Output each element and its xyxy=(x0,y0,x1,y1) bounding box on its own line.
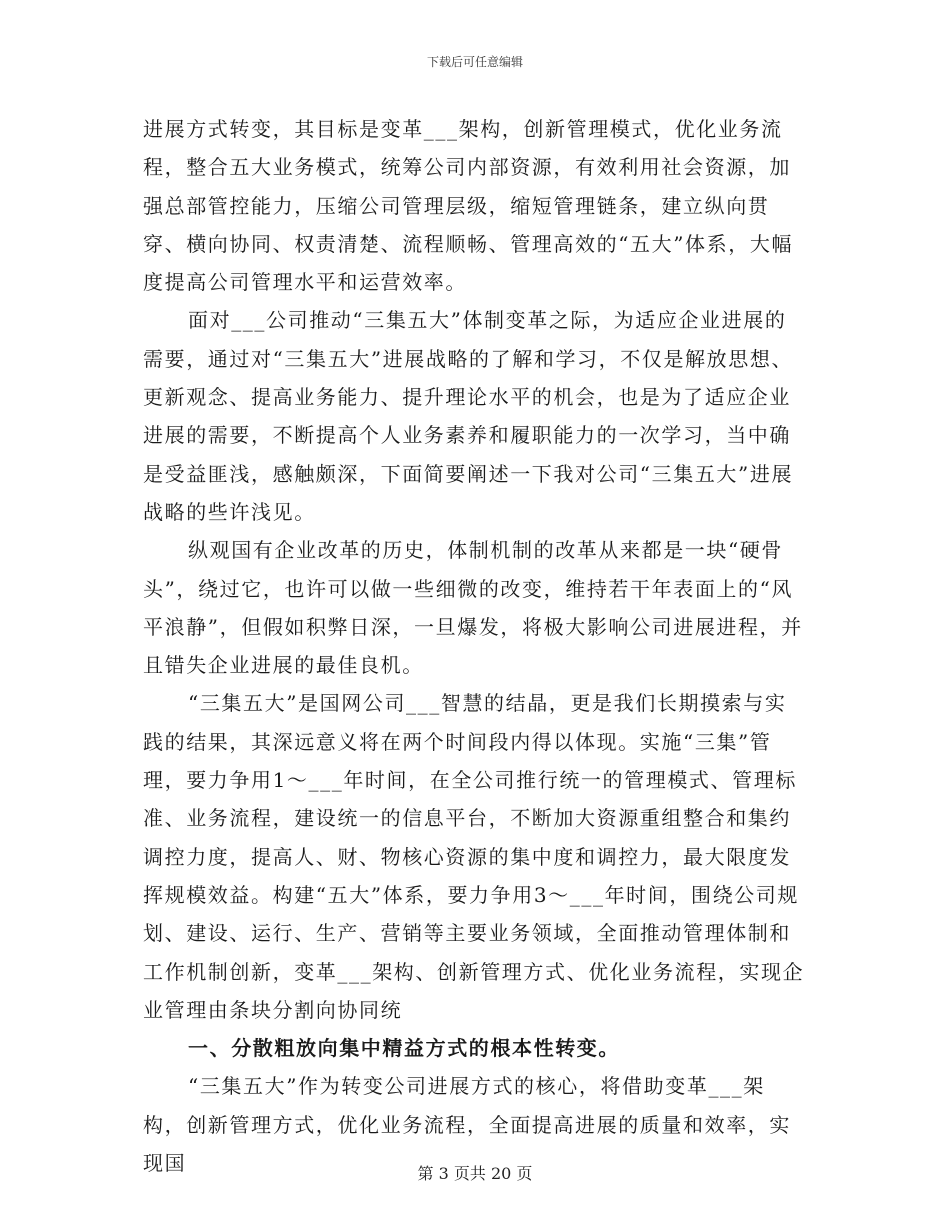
paragraph: 进展方式转变，其目标是变革___架构，创新管理模式，优化业务流程，整合五大业务模式，统筹公司内部资源，有效利用社会资源，加强总部管控能力，压缩公司管理层级，缩短管理链条，建立纵向贯穿、横向协同、权责清楚、流程顺畅、管理高效的“五大”体系，大幅度提高公司管理水平和运营效率。 xyxy=(143,117,794,295)
paragraph: 纵观国有企业改革的历史，体制机制的改革从来都是一块“硬骨头”，绕过它，也许可以做一些细微的改变，维持若干年表面上的“风平浪静”，但假如积弊日深，一旦爆发，将极大影响公司进展进程，并且错失企业进展的最佳良机。 xyxy=(143,538,803,678)
document-body xyxy=(143,110,808,1182)
paragraph: “三集五大”作为转变公司进展方式的核心，将借助变革___架构，创新管理方式，优化业务流程，全面提高进展的质量和效率，实现国 xyxy=(143,1074,791,1176)
section-heading: 一、分散粗放向集中精益方式的根本性转变。 xyxy=(188,1036,620,1061)
paragraph: “三集五大”是国网公司___智慧的结晶，更是我们长期摸索与实践的结果，其深远意义将在两个时间段内得以体现。实施“三集”管理，要力争用1～___年时间，在全公司推行统一的管理模式、管理标准、业务流程，建设统一的信息平台，不断加大资源重组整合和集约调控力度，提高人、财、物核心资源的集中度和调控力，最大限度发挥规模效益。构建“五大”体系，要力争用3～___年时间，围绕公司规划、建设、运行、生产、营销等主要业务领域，全面推动管理体制和工作机制创新，变革___架构、创新管理方式、优化业务流程，实现企业管理由条块分割向协同统 xyxy=(143,691,805,1022)
page-number: 第 3 页共 20 页 xyxy=(417,1164,533,1183)
page-header: 下载后可任意编辑 xyxy=(426,55,523,69)
paragraph: 面对___公司推动“三集五大”体制变革之际，为适应企业进展的需要，通过对“三集五大”进展战略的了解和学习，不仅是解放思想、更新观念、提高业务能力、提升理论水平的机会，也是为了适应企业进展的需要，不断提高个人业务素养和履职能力的一次学习，当中确是受益匪浅，感触颇深，下面简要阐述一下我对公司“三集五大”进展战略的些许浅见。 xyxy=(143,308,794,524)
